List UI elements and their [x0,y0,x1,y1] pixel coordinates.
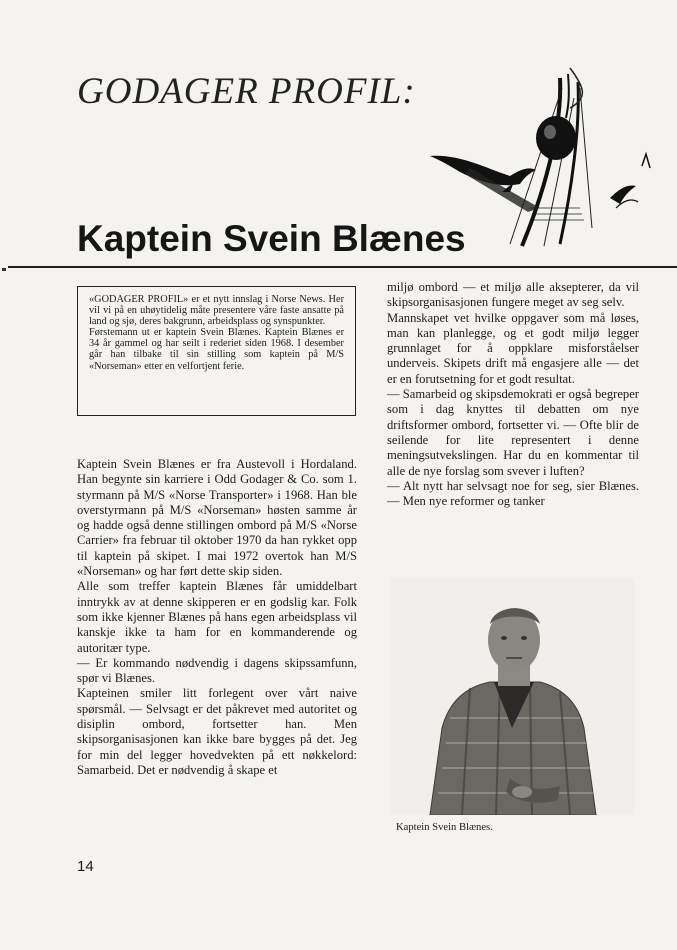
header-rule [8,266,677,268]
right-column [387,280,639,509]
portrait-photo [390,578,635,815]
left-column [77,457,357,778]
section-kicker: GODAGER PROFIL: [77,71,416,112]
body-paragraph: Kaptein Svein Blænes er fra Austevoll i Hordaland. Han begynte sin karriere i Odd Godager & Co. som 1. styrmann på M/S «Norse Transporter» i 1968. Han ble overstyrmann på M/S «Norseman» høsten samme år og hadde også denne stillingen ombord på M/S «Norse Carrier» fra februar til oktober 1970 da han rykket opp til kaptein på skipet. I mai 1972 overtok han M/S «Norseman» og har ført dette skip siden. [77,457,357,579]
photo-caption: Kaptein Svein Blænes. [396,822,493,833]
body-paragraph: Kapteinen smiler litt forlegent over vårt naive spørsmål. — Selvsagt er det påkrevet med autoritet og disiplin ombord, fortsetter han. Men skipsorganisasjonen kan ikke bare bygges på det. Jeg for min del legger hovedvekten på ett nøkkelord: Samarbeid. Det er nødvendig å skape et [77,686,357,777]
body-paragraph: Alle som treffer kaptein Blænes får umiddelbart inntrykk av at denne skipperen er en godslig kar. Folk som ikke kjenner Blænes på hans egen arbeidsplass vil kanskje ikke ta ham for en kommanderende og autoritær type. [77,579,357,655]
page-number: 14 [77,858,94,875]
intro-paragraph: «GODAGER PROFIL» er et nytt innslag i Norse News. Her vil vi på en uhøytidelig måte presentere våre faste ansatte på land og sjø, deres bakgrunn, arbeidsplass og synspunkter. [89,294,344,328]
article-headline: Kaptein Svein Blænes [77,218,466,259]
body-paragraph: Mannskapet vet hvilke oppgaver som må løses, man kan planlegge, og et godt miljø legger grunnlaget for å oppklare misforståelser underveis. Skipets drift må engasjere alle — det er en forutsetning for et godt resultat. [387,310,639,386]
body-paragraph: miljø ombord — et miljø alle aksepterer, da vil skipsorganisasjonen fungere meget av seg selv. [387,280,639,310]
body-paragraph: — Alt nytt har selvsagt noe for seg, sier Blænes. — Men nye reformer og tanker [387,478,639,509]
intro-paragraph: Førstemann ut er kaptein Svein Blænes. Kaptein Blænes er 34 år gammel og har seilt i rederiet siden 1968. I desember går han tilbake til sin stilling som kaptein på M/S «Norseman» etter en velfortjent ferie. [89,327,344,372]
print-speck [2,268,6,271]
body-paragraph: — Samarbeid og skipsdemokrati er også begreper som i dag knyttes til debatten om nye driftsformer ombord, fortsetter vi. — Ofte blir de seilende for lite representert i denne meningsutvekslingen. Har du en kommentar til alle de nye forslag som svever i luften? [387,387,639,478]
intro-box [77,286,356,416]
body-paragraph: — Er kommando nødvendig i dagens skipssamfunn, spør vi Blænes. [77,655,357,686]
